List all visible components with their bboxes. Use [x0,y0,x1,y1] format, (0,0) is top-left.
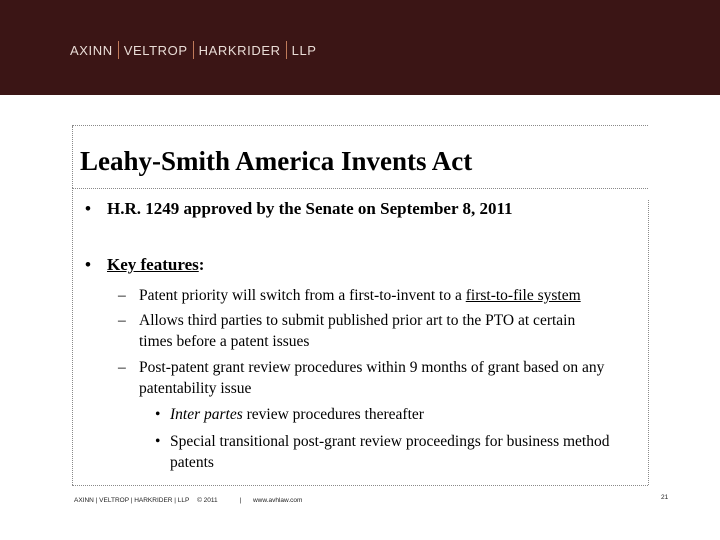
subsub-text: review procedures thereafter [242,406,424,423]
bullet-text: H.R. 1249 approved by the Senate on September 8, 2011 [107,199,513,218]
key-features-label: Key features [107,255,199,274]
dash-marker: – [118,359,126,376]
logo-divider [286,41,287,59]
slide-title: Leahy-Smith America Invents Act [80,146,473,176]
logo-llp: LLP [291,42,317,58]
title-frame-left-border [72,126,73,188]
page-number: 21 [661,494,669,501]
bullet-marker: • [155,406,161,423]
bullet-key-features [85,255,204,275]
bullet-marker: • [85,199,91,218]
subsub-inter-partes [155,404,424,425]
footer-firm: AXINN | VELTROP | HARKRIDER | LLP [74,497,190,504]
subsub-text-line1: Special transitional post-grant review proceedings for business method [170,433,610,450]
footer-divider [72,485,648,486]
footer-website[interactable]: www.avhlaw.com [252,497,303,504]
logo-harkrider: HARKRIDER [198,42,281,58]
footer-copyright: © 2011 [197,497,218,504]
logo-divider [118,41,119,59]
logo-veltrop: VELTROP [123,42,188,58]
firm-logo [70,41,317,59]
logo-divider [193,41,194,59]
subitem-text: Patent priority will switch from a first-to-invent to a [139,287,466,304]
subitem-text-line2: times before a patent issues [139,333,310,350]
header-band [0,0,720,95]
subsub-text-line2: patents [170,454,214,471]
subitem-text-line2: patentability issue [139,380,252,397]
content-left-border [72,187,73,485]
first-to-file-link[interactable]: first-to-file system [465,287,581,304]
footer-separator: | [239,497,242,504]
bullet-marker: • [85,255,91,274]
logo-axinn: AXINN [70,42,113,58]
subitem-first-to-file [118,285,581,306]
dash-marker: – [118,312,126,329]
bullet-senate-approval [85,199,513,219]
subitem-post-grant-review [118,357,604,399]
key-features-colon: : [198,255,205,274]
subitem-prior-art [118,310,575,352]
footer [74,497,302,504]
inter-partes-italic: Inter partes [170,406,243,423]
bullet-marker: • [155,433,161,450]
subsub-transitional-review [155,431,610,473]
content-right-border [648,200,649,485]
subitem-text-line1: Post-patent grant review procedures within 9 months of grant based on any [139,359,605,376]
subitem-text-line1: Allows third parties to submit published prior art to the PTO at certain [139,312,576,329]
dash-marker: – [118,287,126,304]
